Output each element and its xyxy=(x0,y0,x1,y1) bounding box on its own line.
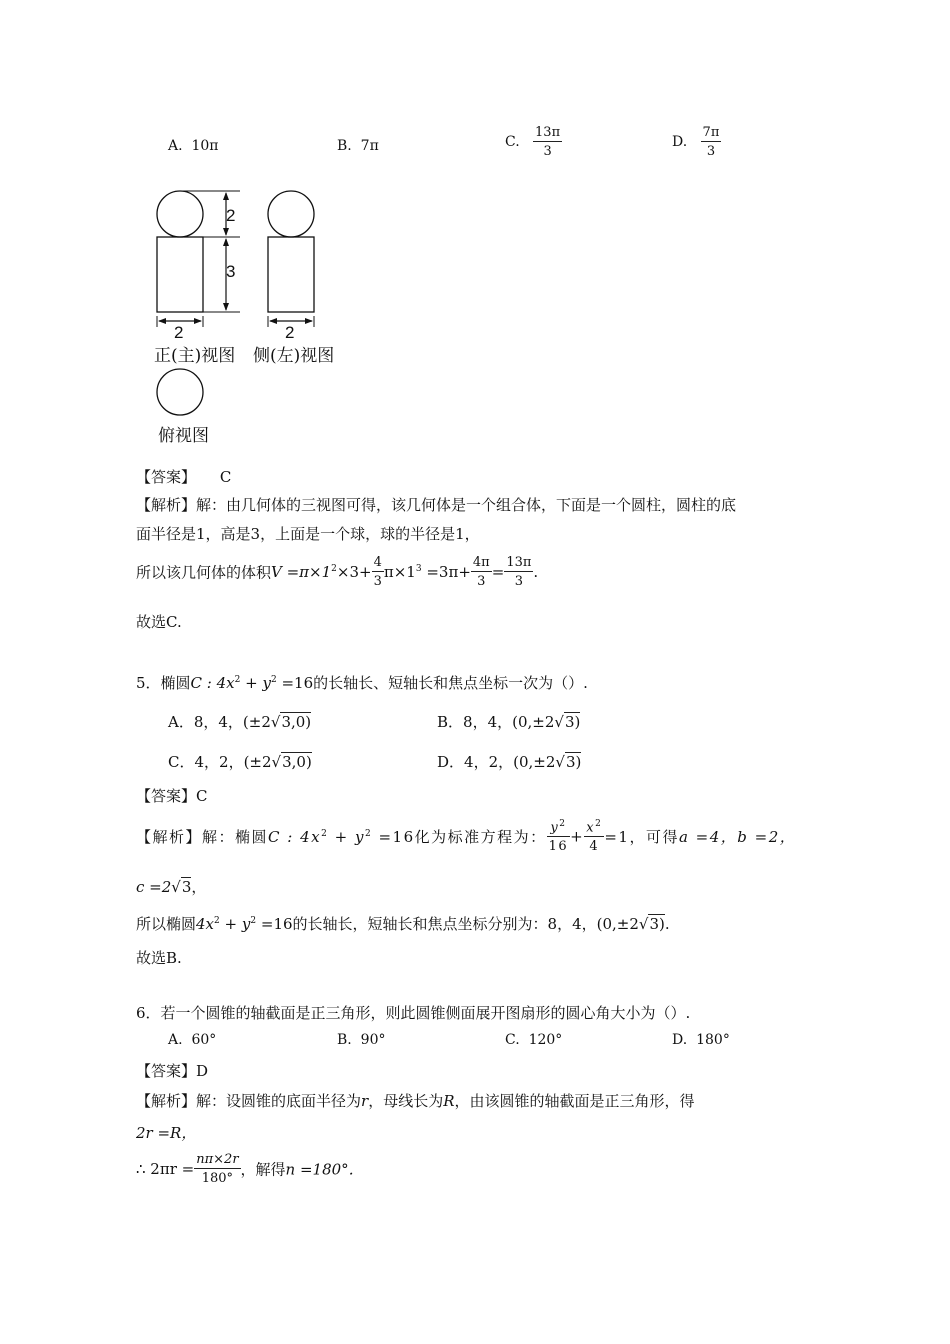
dim-bottom-side: 2 xyxy=(285,323,295,342)
q6-option-a: A. 60° xyxy=(168,1032,217,1048)
q4-option-c: C. $\frac{13\pi}{3}$ xyxy=(505,125,561,159)
q4-analysis-line2: 面半径是1，高是3，上面是一个球，球的半径是1， xyxy=(136,525,480,543)
q4-option-d: D. $\frac{7\pi}{3}$ xyxy=(672,125,720,159)
q6-option-b: B. 90° xyxy=(337,1032,386,1048)
q6-answer: 【答案】D xyxy=(136,1062,209,1080)
q4-volume-line: 所以该几何体的体积$V =\pi\times 1^2\times 3+$ $\frac{4}{3}$ $\pi\times 1^3 =3\pi+$ $\frac{4\pi}{3}$ = $\frac{13\pi}{3}$ . xyxy=(136,555,539,589)
dim-bottom-front: 2 xyxy=(174,323,184,342)
q6-stem: 6．若一个圆锥的轴截面是正三角形，则此圆锥侧面展开图扇形的圆心角大小为（）. xyxy=(136,1004,691,1022)
side-cylinder xyxy=(268,237,314,312)
q5-option-d: D．4，2，(0,±2√3) xyxy=(437,753,582,771)
q4-conclusion: 故选C. xyxy=(136,613,182,631)
q4-analysis-line1: 【解析】解：由几何体的三视图可得，该几何体是一个组合体，下面是一个圆柱，圆柱的底 xyxy=(136,496,737,514)
q4-answer: 【答案】 C xyxy=(136,468,232,486)
top-view-label: 俯视图 xyxy=(158,426,209,446)
top-view-circle xyxy=(157,369,203,415)
q5-stem: 5．椭圆C : $4x^2 + y^2 =16$的长轴长、短轴长和焦点坐标一次为（）. xyxy=(136,674,588,692)
q5-answer: 【答案】C xyxy=(136,787,208,805)
front-sphere xyxy=(157,191,203,237)
q6-analysis-line3: ∴ 2πr = $\frac{n\pi\times 2r}{180^\circ}$ ，解得n =180°． xyxy=(136,1152,364,1186)
q5-option-a: A．8，4，(±2√3,0) xyxy=(168,713,312,731)
q6-option-d: D. 180° xyxy=(672,1032,730,1048)
front-cylinder xyxy=(157,237,203,312)
dim-top-label: 2 xyxy=(226,206,236,225)
q6-analysis-line2: 2r =R， xyxy=(136,1124,197,1142)
q4-option-a: A. 10π xyxy=(168,138,219,154)
q5-analysis-line2: c =2√3， xyxy=(136,878,207,896)
three-view-figure xyxy=(140,180,380,460)
q5-option-b: B．8，4，(0,±2√3) xyxy=(437,713,581,731)
q6-analysis-line1: 【解析】解：设圆锥的底面半径为r，母线长为R，由该圆锥的轴截面是正三角形，得 xyxy=(136,1092,695,1110)
front-view-label: 正(主)视图 xyxy=(154,346,236,366)
q5-analysis-line1: 【解析】解：椭圆C : $4x^2 + y^2 =16$化为标准方程为： $\frac{y^2}{16}$ + $\frac{x^2}{4}$ =1，可得a =4，b =2， xyxy=(136,819,797,855)
q5-conclusion: 故选B. xyxy=(136,949,182,967)
q4-option-b: B. 7π xyxy=(337,138,379,154)
q5-analysis-line3: 所以椭圆$4x^2 + y^2 =16$的长轴长，短轴长和焦点坐标分别为：8，4，(0,±2√3). xyxy=(136,915,670,933)
q6-option-c: C. 120° xyxy=(505,1032,563,1048)
dim-side-label: 3 xyxy=(226,262,236,281)
side-sphere xyxy=(268,191,314,237)
q5-option-c: C．4，2，(±2√3,0) xyxy=(168,753,312,771)
side-view-label: 侧(左)视图 xyxy=(253,346,335,366)
